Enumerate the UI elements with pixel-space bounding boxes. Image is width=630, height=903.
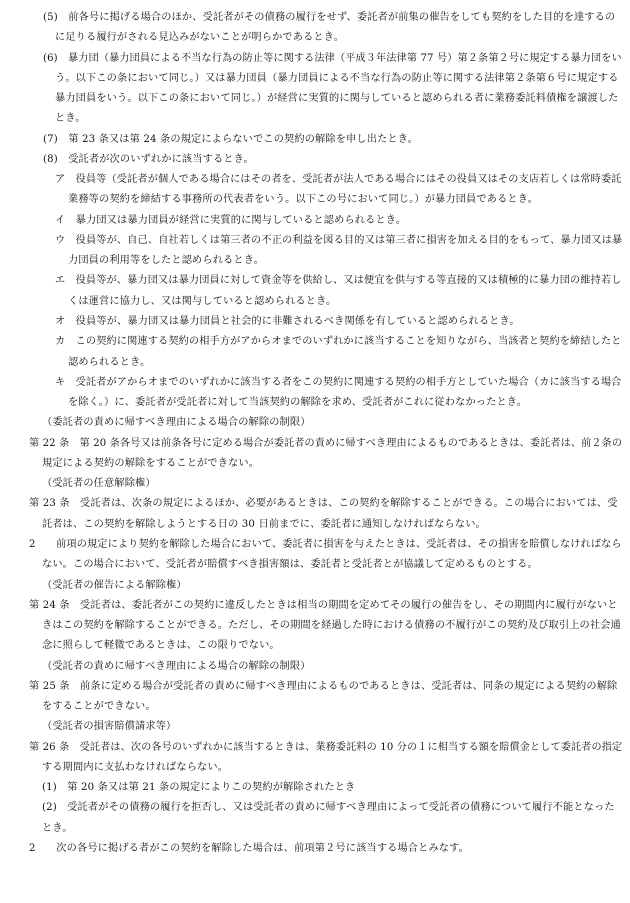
clause-item-6-cont: 暴力団員をいう。以下この条において同じ。）が経営に実質的に関与していると認められる者に業務委託料債権を譲渡した [55,93,619,104]
sub-item-ki: キ 受託者がアからオまでのいずれかに該当する者をこの契約に関連する契約の相手方としていた場合（カに該当する場合 [55,377,622,388]
article-23: 第 23 条 受託者は、次条の規定によるほか、必要があるときは、この契約を解除することができる。この場合においては、受 [29,498,618,509]
sub-item-e-cont: くは運営に協力し、又は関与していると認められるとき。 [68,296,337,307]
sub-item-ka-cont: 認められるとき。 [68,357,151,368]
article-25: 第 25 条 前条に定める場合が受託者の責めに帰すべき理由によるものであるときは、受託者は、同条の規定による契約の解除 [29,681,618,692]
sub-item-a-cont: 業務等の契約を締結する事務所の代表者をいう。以下この号において同じ。）が暴力団員であるとき。 [68,194,539,205]
clause-item-6: (6) 暴力団（暴力団員による不当な行為の防止等に関する法律（平成３年法律第 77 号）第２条第２号に規定する暴力団をい [43,53,622,64]
article-23-para-2: 2 前項の規定により契約を解除した場合において、委託者に損害を与えたときは、受託者は、その損害を賠償しなければなら [29,539,622,550]
sub-item-i: イ 暴力団又は暴力団員が経営に実質的に関与していると認められるとき。 [55,215,407,226]
article-heading: （受託者の損害賠償請求等） [42,721,177,732]
clause-item-8: (8) 受託者が次のいずれかに該当するとき。 [43,154,254,165]
article-23-para-2-cont: ない。この場合において、受託者が賠償すべき損害額は、委託者と受託者とが協議して定めるものとする。 [42,559,538,570]
article-22-cont: 規定による契約の解除をすることができない。 [42,458,260,469]
article-heading: （受託者の任意解除権） [42,478,156,489]
sub-item-u-cont: 力団員の利用等をしたと認められるとき。 [68,255,265,266]
article-26-item-2: (2) 受託者がその債務の履行を拒否し、又は受託者の責めに帰すべき理由によって受託者の債務について履行不能となった [42,802,615,813]
article-26-para-2: 2 次の各号に掲げる者がこの契約を解除した場合は、前項第２号に該当する場合とみなす。 [29,843,469,854]
sub-item-u: ウ 役員等が、自己、自社若しくは第三者の不正の利益を図る目的又は第三者に損害を加える目的をもって、暴力団又は暴 [55,235,623,246]
article-26-item-2-cont: とき。 [42,823,73,834]
sub-item-a: ア 役員等（受託者が個人である場合にはその者を、受託者が法人である場合にはその役員又はその支店若しくは常時委託 [55,174,622,185]
sub-item-e: エ 役員等が、暴力団又は暴力団員に対して資金等を供給し、又は便宜を供与する等直接的又は積極的に暴力団の維持若し [55,275,622,286]
article-24-cont: きはこの契約を解除することができる。ただし、その期間を経過した時における債務の不履行がこの契約及び取引上の社会通 [42,620,621,631]
article-24: 第 24 条 受託者は、委託者がこの契約に違反したときは相当の期間を定めてその履行の催告をし、その期間内に履行がないと [29,600,618,611]
article-22: 第 22 条 第 20 条各号又は前条各号に定める場合が委託者の責めに帰すべき理由によるものであるときは、委託者は、前２条の [29,438,623,449]
clause-item-5-cont: に足りる履行がされる見込みがないことが明らかであるとき。 [55,32,345,43]
clause-item-6-cont: とき。 [55,113,86,124]
article-25-cont: をすることができない。 [42,701,156,712]
article-26: 第 26 条 受託者は、次の各号のいずれかに該当するときは、業務委託料の 10 分の１に相当する額を賠償金として委託者の指定 [29,742,623,753]
article-26-item-1: (1) 第 20 条又は第 21 条の規定によりこの契約が解除されたとき [42,782,356,793]
clause-item-5: (5) 前各号に掲げる場合のほか、受託者がその債務の履行をせず、委託者が前集の催告をしても契約をした目的を達するの [43,12,616,23]
article-heading: （受託者の責めに帰すべき理由による場合の解除の制限） [42,661,311,672]
sub-item-ki-cont: を除く。）に、委託者が受託者に対して当該契約の解除を求め、受託者がこれに従わなかったとき。 [68,397,528,408]
sub-item-ka: カ この契約に関連する契約の相手方がアからオまでのいずれかに該当することを知りながら、当該者と契約を締結したと [55,336,622,347]
article-26-cont: する期間内に支払わなければならない。 [42,762,229,773]
sub-item-o: オ 役員等が、暴力団又は暴力団員と社会的に非難されるべき関係を有していると認められるとき。 [55,316,520,327]
clause-item-7: (7) 第 23 条又は第 24 条の規定によらないでこの契約の解除を申し出たとき。 [43,134,419,145]
article-heading: （委託者の責めに帰すべき理由による場合の解除の制限） [42,417,311,428]
article-24-cont: 念に照らして軽微であるときは、この限りでない。 [42,640,280,651]
article-heading: （受託者の催告による解除権） [42,580,187,591]
article-23-cont: 託者は、この契約を解除しようとする日の 30 日前までに、委託者に通知しなければならない。 [42,519,486,530]
clause-item-6-cont: う。以下この条において同じ。）又は暴力団員（暴力団員による不当な行為の防止等に関する法律第２条第６号に規定する [55,73,619,84]
